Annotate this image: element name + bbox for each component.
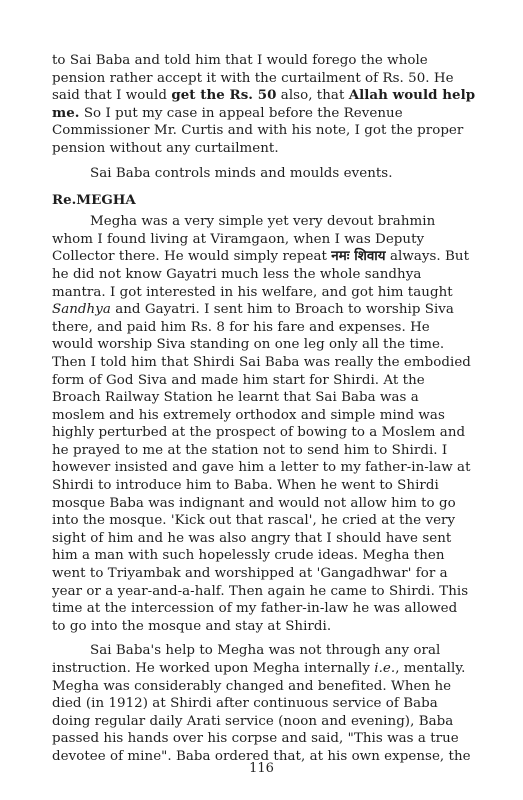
text-line — [52, 660, 481, 678]
text-line: passed his hands over his corpse and said, "This was a true — [52, 731, 459, 747]
text-line: moslem and his extremely orthodox and simple mind was — [52, 407, 445, 423]
text-line: time at the intercession of my father-in-law he was allowed — [52, 601, 458, 617]
text-line — [52, 105, 481, 123]
text-line: form of God Siva and made him start for Shirdi. At the — [52, 372, 425, 388]
text-line: mosque Baba was indignant and would not allow him to go — [52, 495, 456, 511]
text-line: him a man with such hopelessly crude ideas. Megha then — [52, 548, 445, 564]
text-line: Commissioner Mr. Curtis and with his note, I got the proper — [52, 123, 464, 139]
text-line: pension without any curtailment. — [52, 140, 279, 156]
text-line: there, and paid him Rs. 8 for his fare and expenses. He — [52, 319, 430, 335]
text-line: whom I found living at Viramgaon, when I was Deputy — [52, 231, 425, 247]
text-line: into the mosque. 'Kick out that rascal', he cried at the very — [52, 513, 456, 529]
text-run: , mentally. — [395, 661, 466, 676]
text-line — [52, 87, 481, 105]
text-line: doing regular daily Arati service (noon and evening), Baba — [52, 713, 454, 729]
text-line: Shirdi to introduce him to Baba. When he went to Shirdi — [52, 478, 439, 494]
text-line: year or a year-and-a-half. Then again he came to Shirdi. This — [52, 583, 469, 599]
section-heading: Re.MEGHA — [52, 192, 136, 209]
text-line: however insisted and gave him a letter to my father-in-law at — [52, 460, 471, 476]
text-line: he did not know Gayatri much less the whole sandhya — [52, 266, 422, 282]
paragraph-megha — [52, 213, 481, 635]
text-line — [52, 248, 481, 266]
text-run: So I put my case in appeal before the Revenue — [79, 105, 403, 121]
text-line: Broach Railway Station he learnt that Sai Baba was a — [52, 390, 419, 406]
text-line: Megha was considerably changed and benefited. When he — [52, 678, 452, 694]
text-run: and Gayatri. I sent him to Broach to worship Siva — [110, 302, 454, 318]
paragraph-help — [52, 642, 481, 765]
text-line: to Sai Baba and told him that I would forego the whole — [52, 53, 428, 68]
italic-word: i.e. — [374, 661, 396, 676]
text-run: always. But — [385, 249, 470, 265]
text-line: Sai Baba's help to Megha was not through any oral — [90, 643, 441, 659]
text-run: Collector there. He would simply repeat — [52, 249, 332, 265]
text-line: mantra. I got interested in his welfare, and got him taught — [52, 284, 453, 300]
text-line: to go into the mosque and stay at Shirdi. — [52, 618, 332, 634]
text-line: highly perturbed at the prospect of bowing to a Moslem and — [52, 425, 466, 441]
paragraph-pension — [52, 52, 481, 158]
text-line: sight of him and he was also angry that I should have sent — [52, 530, 452, 546]
bold-phrase: me. — [52, 104, 80, 121]
page-number: 116 — [249, 761, 274, 776]
text-line: Megha was a very simple yet very devout brahmin — [90, 214, 436, 230]
text-line: pension rather accept it with the curtailment of Rs. 50. He — [52, 70, 454, 86]
italic-word: Sandhya — [52, 302, 111, 318]
text-line: would worship Siva standing on one leg only all the time. — [52, 337, 445, 353]
text-run: also, that — [276, 88, 349, 104]
paragraph-controls-minds: Sai Baba controls minds and moulds events. — [90, 165, 393, 181]
text-line: Then I told him that Shirdi Sai Baba was really the embodied — [52, 354, 471, 370]
text-line — [52, 301, 481, 319]
text-line: devotee of mine". Baba ordered that, at his own expense, the — [52, 748, 471, 764]
text-line: died (in 1912) at Shirdi after continuous service of Baba — [52, 696, 438, 712]
bold-phrase: Allah would help — [348, 87, 476, 104]
bold-phrase: get the Rs. 50 — [171, 87, 277, 104]
text-run: said that I would — [52, 88, 172, 104]
devanagari-mantra: नमः शिवाय — [331, 248, 386, 265]
text-line: went to Triyambak and worshipped at 'Gangadhwar' for a — [52, 566, 448, 582]
text-line: he prayed to me at the station not to send him to Shirdi. I — [52, 442, 448, 458]
text-run: instruction. He worked upon Megha internally — [52, 661, 375, 676]
